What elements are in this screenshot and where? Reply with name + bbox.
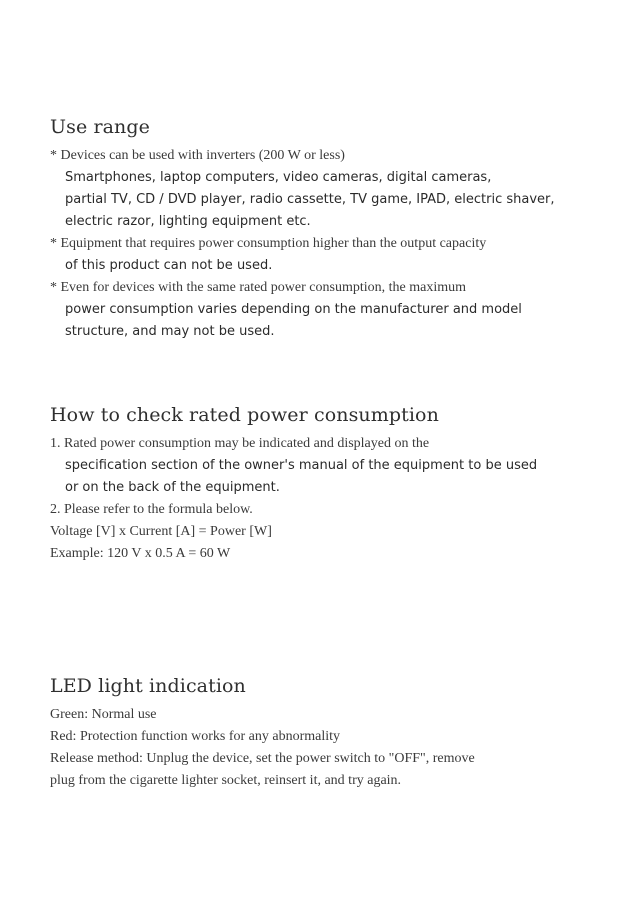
led-section <box>50 673 610 792</box>
use-range-line: Smartphones, laptop computers, video cameras, digital cameras, <box>65 170 492 185</box>
check-power-line: 1. Rated power consumption may be indicated and displayed on the <box>50 436 430 451</box>
led-line: Green: Normal use <box>50 707 157 722</box>
check-power-line: 2. Please refer to the formula below. <box>50 502 253 517</box>
check-power-section <box>50 402 610 565</box>
use-range-line: of this product can not be used. <box>65 258 273 273</box>
led-line: Red: Protection function works for any abnormality <box>50 729 341 744</box>
use-range-section <box>50 114 610 343</box>
check-power-line: Example: 120 V x 0.5 A = 60 W <box>50 546 231 561</box>
use-range-line: * Equipment that requires power consumption higher than the output capacity <box>50 236 487 251</box>
use-range-line: partial TV, CD / DVD player, radio cassette, TV game, IPAD, electric shaver, <box>65 192 555 207</box>
use-range-line: * Even for devices with the same rated power consumption, the maximum <box>50 280 467 295</box>
led-line: plug from the cigarette lighter socket, reinsert it, and try again. <box>50 773 402 788</box>
use-range-line: power consumption varies depending on the manufacturer and model <box>65 302 522 317</box>
check-power-line: specification section of the owner's manual of the equipment to be used <box>65 458 538 473</box>
check-power-line: Voltage [V] x Current [A] = Power [W] <box>50 524 272 539</box>
check-power-heading: How to check rated power consumption <box>50 404 439 426</box>
led-heading: LED light indication <box>50 675 246 697</box>
use-range-line: * Devices can be used with inverters (200 W or less) <box>50 148 345 163</box>
check-power-line: or on the back of the equipment. <box>65 480 280 495</box>
led-line: Release method: Unplug the device, set the power switch to "OFF", remove <box>50 751 475 766</box>
use-range-line: electric razor, lighting equipment etc. <box>65 214 311 229</box>
use-range-heading: Use range <box>50 116 151 138</box>
use-range-line: structure, and may not be used. <box>65 324 275 339</box>
